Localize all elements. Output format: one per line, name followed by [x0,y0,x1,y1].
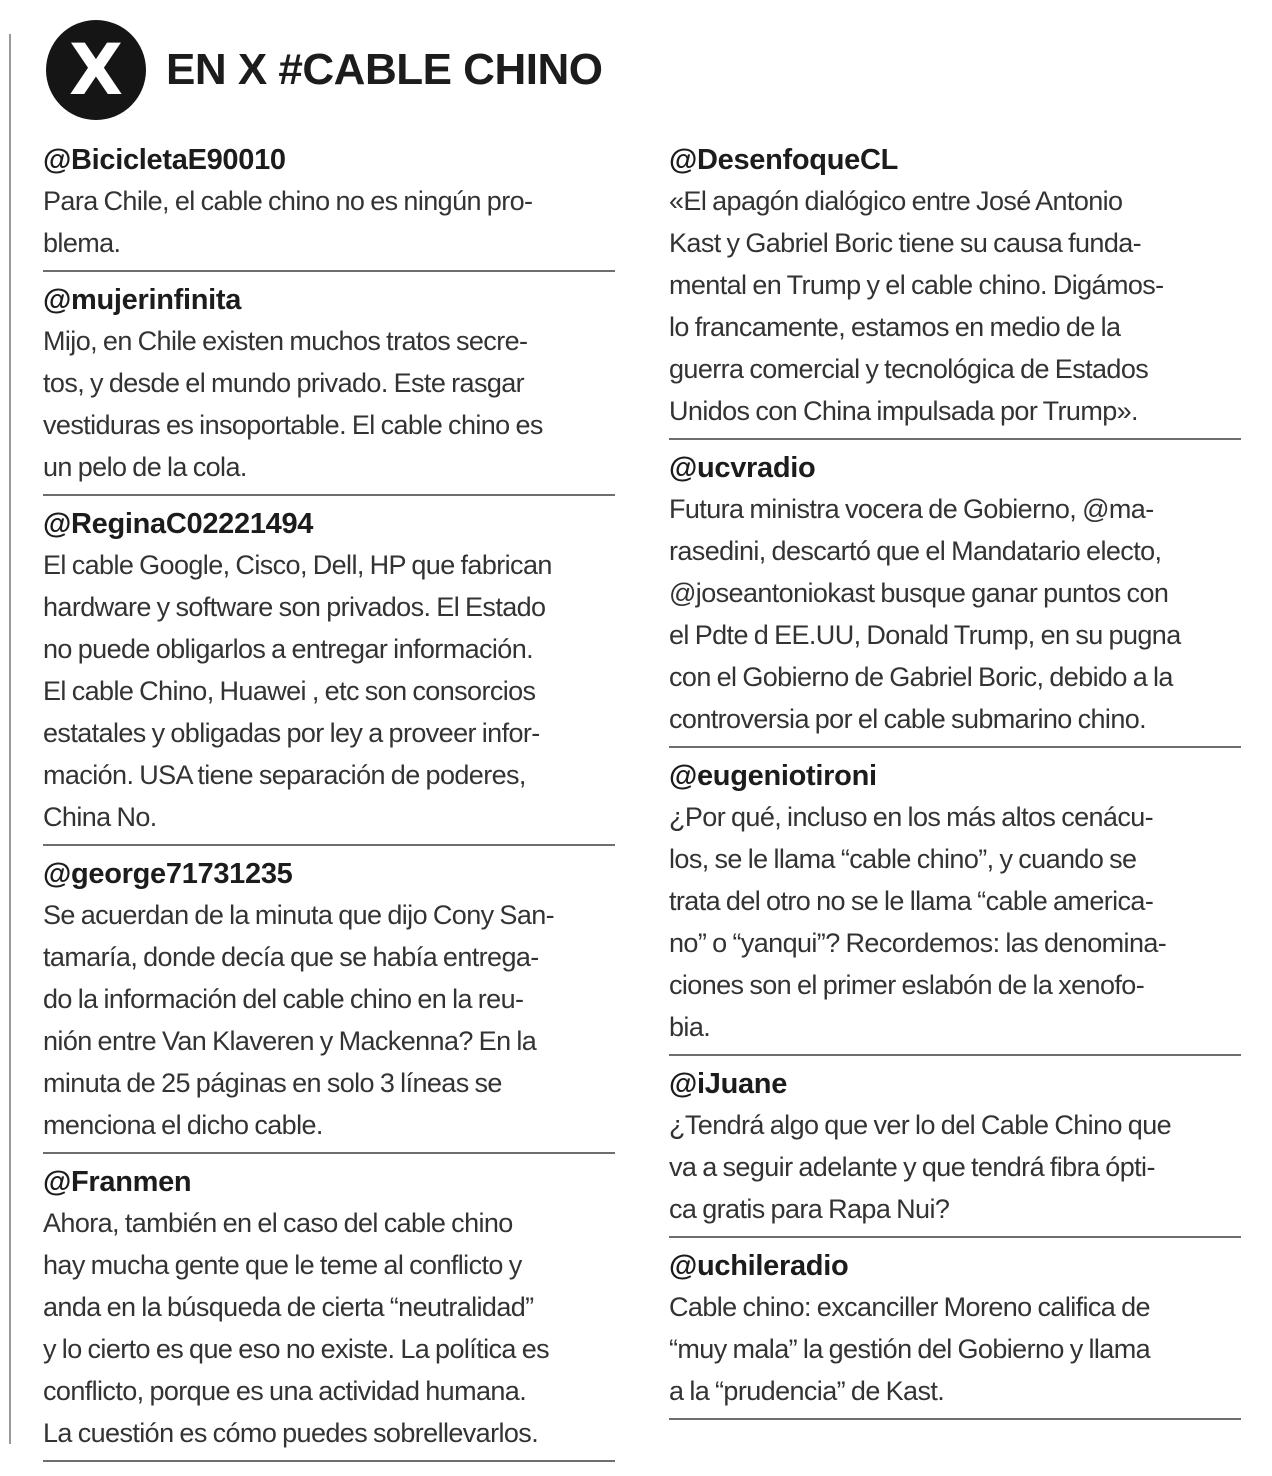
post-text-line: conflicto, porque es una actividad humana. [43,1376,527,1406]
post-item [669,140,1241,440]
post-text [669,180,1241,432]
post-text-line: tamaría, donde decía que se había entrega- [43,942,539,972]
post-handle[interactable]: @george71731235 [43,858,293,890]
post-handle[interactable]: @iJuane [669,1068,788,1100]
post-text-line: La cuestión es cómo puedes sobrellevarlos. [43,1418,539,1448]
post-text-line: Para Chile, el cable chino no es ningún pro- [43,186,533,216]
post-text-line: trata del otro no se le llama “cable america- [669,886,1154,916]
x-logo-icon [46,20,146,120]
right-column [669,140,1241,1428]
post-text-line: estatales y obligadas por ley a proveer infor- [43,718,540,748]
post-text-line: y lo cierto es que eso no existe. La política es [43,1334,550,1364]
post-text-line: “muy mala” la gestión del Gobierno y llama [669,1334,1151,1364]
post-text [43,320,615,488]
post-handle[interactable]: @BicicletaE90010 [43,144,286,176]
post-text-line: nión entre Van Klaveren y Mackenna? En la [43,1026,537,1056]
post-text-line: El cable Chino, Huawei , etc son consorcios [43,676,536,706]
post-handle[interactable]: @ucvradio [669,452,816,484]
post-item [669,448,1241,748]
post-text-line: un pelo de la cola. [43,452,247,482]
post-handle[interactable]: @ReginaC02221494 [43,508,314,540]
post-text-line: menciona el dicho cable. [43,1110,323,1140]
section-title: EN X #CABLE CHINO [166,45,603,94]
post-text-line: los, se le llama “cable chino”, y cuando se [669,844,1137,874]
post-text-line: @joseantoniokast busque ganar puntos con [669,578,1169,608]
post-text [43,544,615,838]
post-text-line: va a seguir adelante y que tendrá fibra ópti- [669,1152,1155,1182]
post-text-line: a la “prudencia” de Kast. [669,1376,945,1406]
post-text-line: Cable chino: excanciller Moreno califica de [669,1292,1150,1322]
section-header [46,20,602,120]
post-item [43,854,615,1154]
post-text [43,180,615,264]
post-text [669,1286,1241,1412]
post-handle[interactable]: @mujerinfinita [43,284,242,316]
post-text-line: mación. USA tiene separación de poderes, [43,760,526,790]
post-handle[interactable]: @DesenfoqueCL [669,144,899,176]
post-text-line: Unidos con China impulsada por Trump». [669,396,1138,426]
post-text-line: tos, y desde el mundo privado. Este rasgar [43,368,525,398]
post-item [669,1064,1241,1238]
post-text-line: rasedini, descartó que el Mandatario electo, [669,536,1162,566]
post-text-line: Futura ministra vocera de Gobierno, @ma- [669,494,1154,524]
post-handle[interactable]: @uchileradio [669,1250,849,1282]
post-item [669,756,1241,1056]
post-item [43,280,615,496]
post-item [669,1246,1241,1420]
post-text-line: ciones son el primer eslabón de la xenofo- [669,970,1145,1000]
post-text-line: no puede obligarlos a entregar información. [43,634,534,664]
post-text [43,894,615,1146]
post-handle[interactable]: @eugeniotironi [669,760,877,792]
post-text-line: controversia por el cable submarino chino. [669,704,1147,734]
post-text-line: ca gratis para Rapa Nui? [669,1194,950,1224]
post-text-line: bia. [669,1012,711,1042]
post-text-line: El cable Google, Cisco, Dell, HP que fabrican [43,550,552,580]
post-text-line: China No. [43,802,157,832]
post-text-line: vestiduras es insoportable. El cable chino es [43,410,543,440]
left-column-rule [9,34,11,1444]
left-column [43,140,615,1470]
post-text-line: el Pdte d EE.UU, Donald Trump, en su pugna [669,620,1181,650]
post-text-line: lo francamente, estamos en medio de la [669,312,1121,342]
post-text [43,1202,615,1454]
post-item [43,140,615,272]
post-text-line: guerra comercial y tecnológica de Estados [669,354,1149,384]
post-text-line: con el Gobierno de Gabriel Boric, debido a la [669,662,1173,692]
post-text-line: mental en Trump y el cable chino. Digámos- [669,270,1164,300]
post-text-line: hay mucha gente que le teme al conflicto y [43,1250,522,1280]
post-text-line: minuta de 25 páginas en solo 3 líneas se [43,1068,502,1098]
post-item [43,504,615,846]
post-text-line: hardware y software son privados. El Estado [43,592,546,622]
post-text-line: ¿Por qué, incluso en los más altos cenácu- [669,802,1154,832]
post-text-line: Kast y Gabriel Boric tiene su causa funda- [669,228,1142,258]
post-text-line: do la información del cable chino en la reu- [43,984,524,1014]
post-handle[interactable]: @Franmen [43,1166,192,1198]
post-text-line: Ahora, también en el caso del cable chino [43,1208,513,1238]
post-text-line: Se acuerdan de la minuta que dijo Cony San- [43,900,555,930]
post-text-line: ¿Tendrá algo que ver lo del Cable Chino que [669,1110,1172,1140]
post-text-line: no” o “yanqui”? Recordemos: las denomina- [669,928,1167,958]
post-item [43,1162,615,1462]
post-text-line: «El apagón dialógico entre José Antonio [669,186,1123,216]
post-text [669,488,1241,740]
post-text [669,796,1241,1048]
x-logo-letter: X [69,29,123,111]
post-text-line: Mijo, en Chile existen muchos tratos secre- [43,326,528,356]
post-text-line: blema. [43,228,121,258]
post-text-line: anda en la búsqueda de cierta “neutralidad” [43,1292,534,1322]
post-text [669,1104,1241,1230]
